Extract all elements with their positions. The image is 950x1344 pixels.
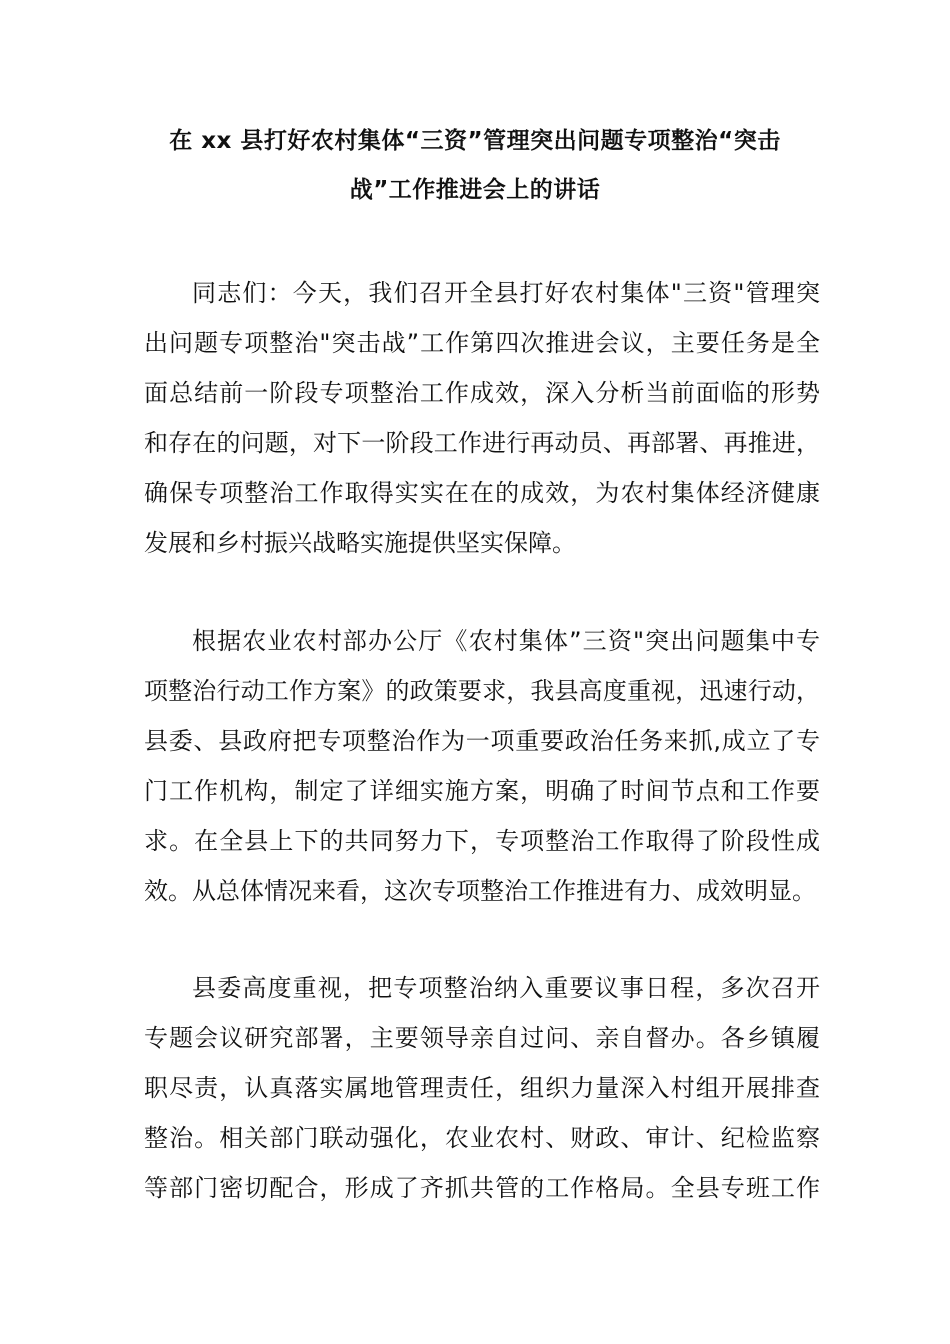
text-line: 专题会议研究部署，主要领导亲自过问、亲自督办。各乡镇履 bbox=[144, 1024, 820, 1052]
text-line: 职尽责，认真落实属地管理责任，组织力量深入村组开展排查 bbox=[144, 1074, 820, 1102]
text-line: 和存在的问题，对下一阶段工作进行再动员、再部署、再推进， bbox=[144, 429, 820, 457]
text-line: 确保专项整治工作取得实实在在的成效，为农村集体经济健康 bbox=[144, 479, 820, 507]
document-title-line-1: 在 xx 县打好农村集体“三资”管理突出问题专项整治“突击 bbox=[169, 128, 781, 154]
text-line: 根据农业农村部办公厅《农村集体”三资"突出问题集中专 bbox=[192, 627, 820, 655]
text-line: 发展和乡村振兴战略实施提供坚实保障。 bbox=[144, 529, 576, 557]
text-line: 等部门密切配合，形成了齐抓共管的工作格局。全县专班工作 bbox=[144, 1174, 820, 1202]
text-line: 项整治行动工作方案》的政策要求，我县高度重视，迅速行动， bbox=[144, 677, 820, 705]
text-line: 出问题专项整治"突击战”工作第四次推进会议，主要任务是全 bbox=[144, 329, 820, 357]
text-line: 县委高度重视，把专项整治纳入重要议事日程，多次召开 bbox=[192, 974, 820, 1002]
paragraph-leadership bbox=[144, 963, 820, 1213]
paragraph-policy bbox=[144, 616, 820, 916]
text-line: 效。从总体情况来看，这次专项整治工作推进有力、成效明显。 bbox=[144, 877, 816, 905]
document-title-line-2: 战”工作推进会上的讲话 bbox=[349, 177, 601, 203]
text-line: 县委、县政府把专项整治作为一项重要政治任务来抓,成立了专 bbox=[144, 727, 820, 755]
text-line: 求。在全县上下的共同努力下，专项整治工作取得了阶段性成 bbox=[144, 827, 820, 855]
text-line: 同志们：今天，我们召开全县打好农村集体"三资"管理突 bbox=[192, 279, 820, 307]
text-line: 面总结前一阶段专项整治工作成效，深入分析当前面临的形势 bbox=[144, 379, 820, 407]
paragraph-opening bbox=[144, 268, 820, 568]
text-line: 门工作机构，制定了详细实施方案，明确了时间节点和工作要 bbox=[144, 777, 820, 805]
text-line: 整治。相关部门联动强化，农业农村、财政、审计、纪检监察 bbox=[144, 1124, 820, 1152]
